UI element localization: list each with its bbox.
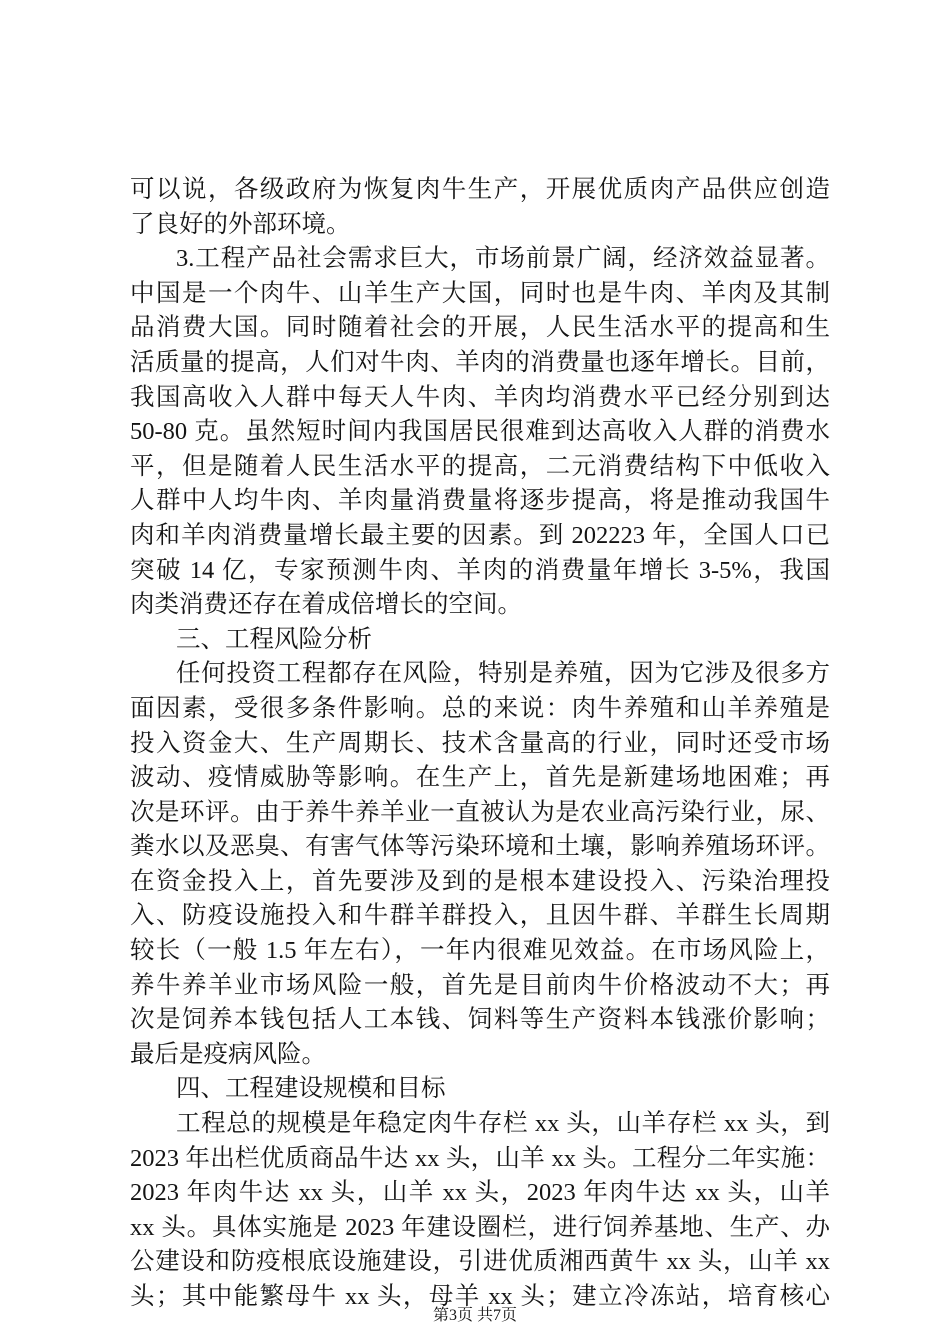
text-line: 50-80 克。虽然短时间内我国居民很难到达高收入人群的消费水 [130, 418, 830, 446]
text-line: 品消费大国。同时随着社会的开展，人民生活水平的提高和生 [130, 314, 830, 342]
text-line: 中国是一个肉牛、山羊生产大国，同时也是牛肉、羊肉及其制 [130, 279, 830, 307]
page-number: 第3页 共7页 [432, 1307, 517, 1324]
text-line: 突破 14 亿，专家预测牛肉、羊肉的消费量年增长 3-5%，我国 [130, 556, 830, 584]
text-line: 养牛养羊业市场风险一般，首先是目前肉牛价格波动不大；再 [130, 971, 830, 999]
section-4 [130, 1072, 830, 1314]
demand-paragraph [130, 242, 830, 623]
text-line: 头；其中能繁母牛 xx 头，母羊 xx 头；建立冷冻站，培育核心 [130, 1283, 830, 1310]
text-line: 人群中人均牛肉、羊肉量消费量将逐步提高，将是推动我国牛 [130, 487, 830, 515]
text-line: 了良好的外部环境。 [130, 210, 351, 238]
text-line: 肉类消费还存在着成倍增长的空间。 [130, 591, 522, 619]
text-line: 工程总的规模是年稳定肉牛存栏 xx 头，山羊存栏 xx 头，到 [176, 1110, 830, 1138]
text-line: 肉和羊肉消费量增长最主要的因素。到 202223 年，全国人口已 [130, 521, 830, 549]
text-line: 面因素，受很多条件影响。总的来说：肉牛养殖和山羊养殖是 [130, 694, 830, 722]
text-line: 粪水以及恶臭、有害气体等污染环境和土壤，影响养殖场环评。 [130, 833, 830, 861]
section-heading: 四、工程建设规模和目标 [176, 1075, 446, 1103]
section-3-paragraph [130, 657, 830, 1072]
intro-paragraph [130, 173, 830, 242]
text-line: 最后是疫病风险。 [130, 1040, 326, 1068]
text-line: 投入资金大、生产周期长、技术含量高的行业，同时还受市场 [130, 729, 830, 757]
text-line: 活质量的提高，人们对牛肉、羊肉的消费量也逐年增长。目前， [130, 348, 830, 376]
text-line: 可以说，各级政府为恢复肉牛生产，开展优质肉产品供应创造 [130, 176, 830, 203]
document-body [130, 173, 830, 1315]
text-line: 我国高收入人群中每天人牛肉、羊肉均消费水平已经分别到达 [130, 383, 830, 411]
text-line: 平，但是随着人民生活水平的提高，二元消费结构下中低收入 [130, 452, 830, 480]
section-heading: 三、工程风险分析 [176, 625, 372, 653]
text-line: 较长（一般 1.5 年左右），一年内很难见效益。在市场风险上， [130, 937, 830, 965]
text-line: 2023 年出栏优质商品牛达 xx 头，山羊 xx 头。工程分二年实施： [130, 1144, 830, 1172]
text-line: 公建设和防疫根底设施建设，引进优质湘西黄牛 xx 头，山羊 xx [130, 1248, 830, 1276]
page-footer [0, 1305, 950, 1327]
section-4-paragraph [130, 1107, 830, 1315]
text-line: 入、防疫设施投入和牛群羊群投入，且因牛群、羊群生长周期 [130, 902, 830, 930]
text-line: 任何投资工程都存在风险，特别是养殖，因为它涉及很多方 [176, 660, 830, 688]
text-line: 在资金投入上，首先要涉及到的是根本建设投入、污染治理投 [130, 867, 830, 895]
text-line: xx 头。具体实施是 2023 年建设圈栏，进行饲养基地、生产、办 [130, 1213, 830, 1241]
text-line: 次是环评。由于养牛养羊业一直被认为是农业高污染行业，尿、 [130, 798, 830, 826]
text-line: 3.工程产品社会需求巨大，市场前景广阔，经济效益显著。 [176, 245, 830, 273]
text-line: 波动、疫情威胁等影响。在生产上，首先是新建场地困难；再 [130, 764, 830, 792]
text-line: 次是饲养本钱包括人工本钱、饲料等生产资料本钱涨价影响； [130, 1006, 830, 1034]
text-line: 2023 年肉牛达 xx 头，山羊 xx 头，2023 年肉牛达 xx 头，山羊 [130, 1179, 830, 1207]
section-3 [130, 623, 830, 1073]
